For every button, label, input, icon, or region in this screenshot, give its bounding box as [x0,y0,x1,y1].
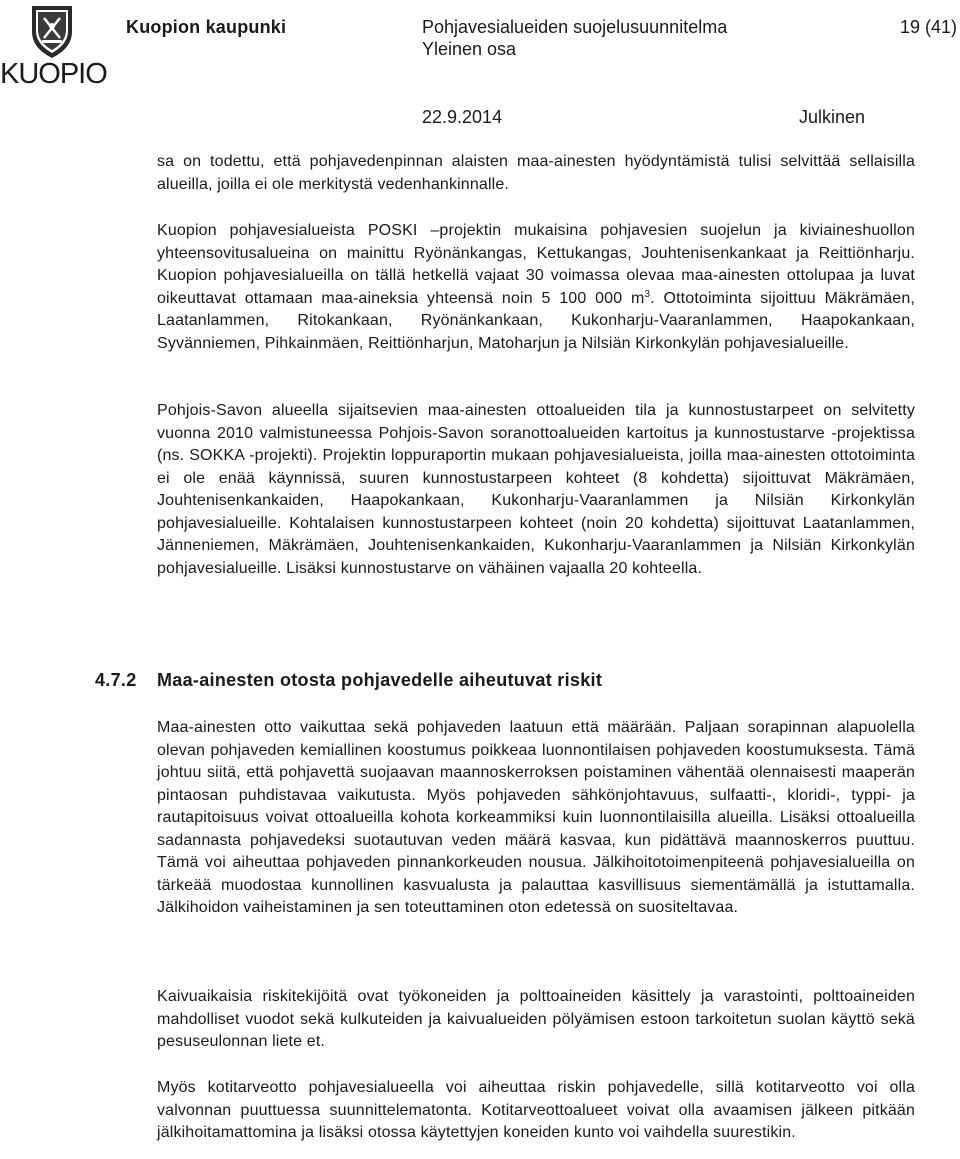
paragraph-excavation-risks: Kaivuaikaisia riskitekijöitä ovat työkoneiden ja polttoaineiden käsittely ja varastointi, polttoaineiden mahdolliset vuodot sekä kulkuteiden ja kaivualueiden pölyämisen estoon tarkoitetun suolan käyttö sekä pesuseulonnan liete et. [157,988,915,1050]
paragraph-poski [157,220,915,355]
page-number: 19 (41) [900,17,958,37]
section-heading [95,668,602,692]
paragraph-sokka: Pohjois-Savon alueella sijaitsevien maa-ainesten ottoalueiden tila ja kunnostustarpeet on selvitetty vuonna 2010 valmistuneessa Pohjois-Savon soranottoalueiden kartoitus ja kunnostustarve -projektissa (ns. SOKKA -projekti). Projektin loppuraportin mukaan pohjavesialueista, joilla maa-ainesten ottotoiminta ei ole enää käynnissä, suuren kunnostustarpeen kohteet (8 kohdetta) sijoittuvat Mäkrämäen, Jouhtenisenkankaiden, Haapokankaan, Kukonharju-Vaaranlammen ja Nilsiän Kirkonkylän pohjavesialueille. Kohtalaisen kunnostustarpeen kohteet (noin 20 kohdetta) sijoittuvat Laatanlammen, Jänneniemen, Mäkrämäen, Jouhtenisenkankaiden, Kukonharju-Vaaranlammen ja Nilsiän Kirkonkylän pohjavesialueille. Lisäksi kunnostustarve on vähäinen vajaalla 20 kohteella. [157,402,915,577]
section-title: Maa-ainesten otosta pohjavedelle aiheutuvat riskit [157,670,603,690]
superscript-cubic: 3 [644,288,651,300]
document-subtitle: Yleinen osa [422,39,517,59]
organization-name: Kuopion kaupunki [126,17,287,37]
paragraph-continuation: sa on todettu, että pohjavedenpinnan alaisten maa-ainesten hyödyntämistä tulisi selvittää sellaisilla alueilla, joilla ei ole merkitystä vedenhankinnalle. [157,153,915,193]
document-date: 22.9.2014 [422,107,503,127]
paragraph-quality-effects: Maa-ainesten otto vaikuttaa sekä pohjaveden laatuun että määrään. Paljaan sorapinnan alapuolella olevan pohjaveden kemiallinen koostumus poikkeaa luonnontilaisen pohjaveden koostumuksesta. Tämä johtuu siitä, että pohjavettä suojaavan maannoskerroksen poistaminen vähentää olennaisesti maaperän pintaosan puhdistavaa vaikutusta. Myös pohjaveden sähkönjohtavuus, sulfaatti-, kloridi-, typpi- ja rautapitoisuus voivat ottoalueilla kohota korkeammiksi kuin luonnontilaisilla alueilla. Lisäksi ottoalueilla sadannasta pohjavedeksi suotautuvan veden määrä kasvaa, kun pidättävä maannoskerros puuttuu. Tämä voi aiheuttaa pohjaveden pinnankorkeuden nousua. Jälkihoitotoimenpiteenä pohjavesialueilla on tärkeää muodostaa kunnollinen kasvualusta ja palauttaa kasvillisuus siementämällä ja istuttamalla. Jälkihoidon vaiheistaminen ja sen toteuttaminen oton edetessä on suositeltavaa. [157,719,915,916]
paragraph-poski-text-end: . Ottotoiminta sijoittuu Mäkrämäen, Laatanlammen, Ritokankaan, Ryönänkankaan, Kukonharju-Vaaranlammen, Haapokankaan, Syvänniemen, Pihkainmäen, Reittiönharjun, Matoharjun ja Nilsiän Kirkonkylän pohjavesialueille. [157,289,915,352]
paragraph-household-extraction: Myös kotitarveotto pohjavesialueella voi aiheuttaa riskin pohjavedelle, sillä kotitarveotto voi olla valvonnan puuttuessa suunnittelematonta. Kotitarveottoalueet voivat olla avaamisen jälkeen pitkään jälkihoitamattomina ja lisäksi otossa käytettyjen koneiden kunto voi vaihdella suurestikin. [157,1079,915,1141]
logo-text: KUOPIO [0,58,107,90]
document-classification: Julkinen [799,107,866,127]
section-number: 4.7.2 [95,670,137,690]
coat-of-arms-icon [4,2,100,62]
paragraph-poski-text: Kuopion pohjavesialueista POSKI –projektin mukaisina pohjavesien suojelun ja kiviaineshuollon yhteensovitusalueina on mainittu Ryönänkangas, Kettukangas, Jouhtenisenkankaat ja Reittiönharju. Kuopion pohjavesialueilla on tällä hetkellä vajaat 30 voimassa olevaa maa-ainesten ottolupaa ja luvat oikeuttavat ottamaan maa-aineksia yhteensä noin 5 100 000 m [157,222,915,307]
document-title: Pohjavesialueiden suojelusuunnitelma [422,17,728,37]
